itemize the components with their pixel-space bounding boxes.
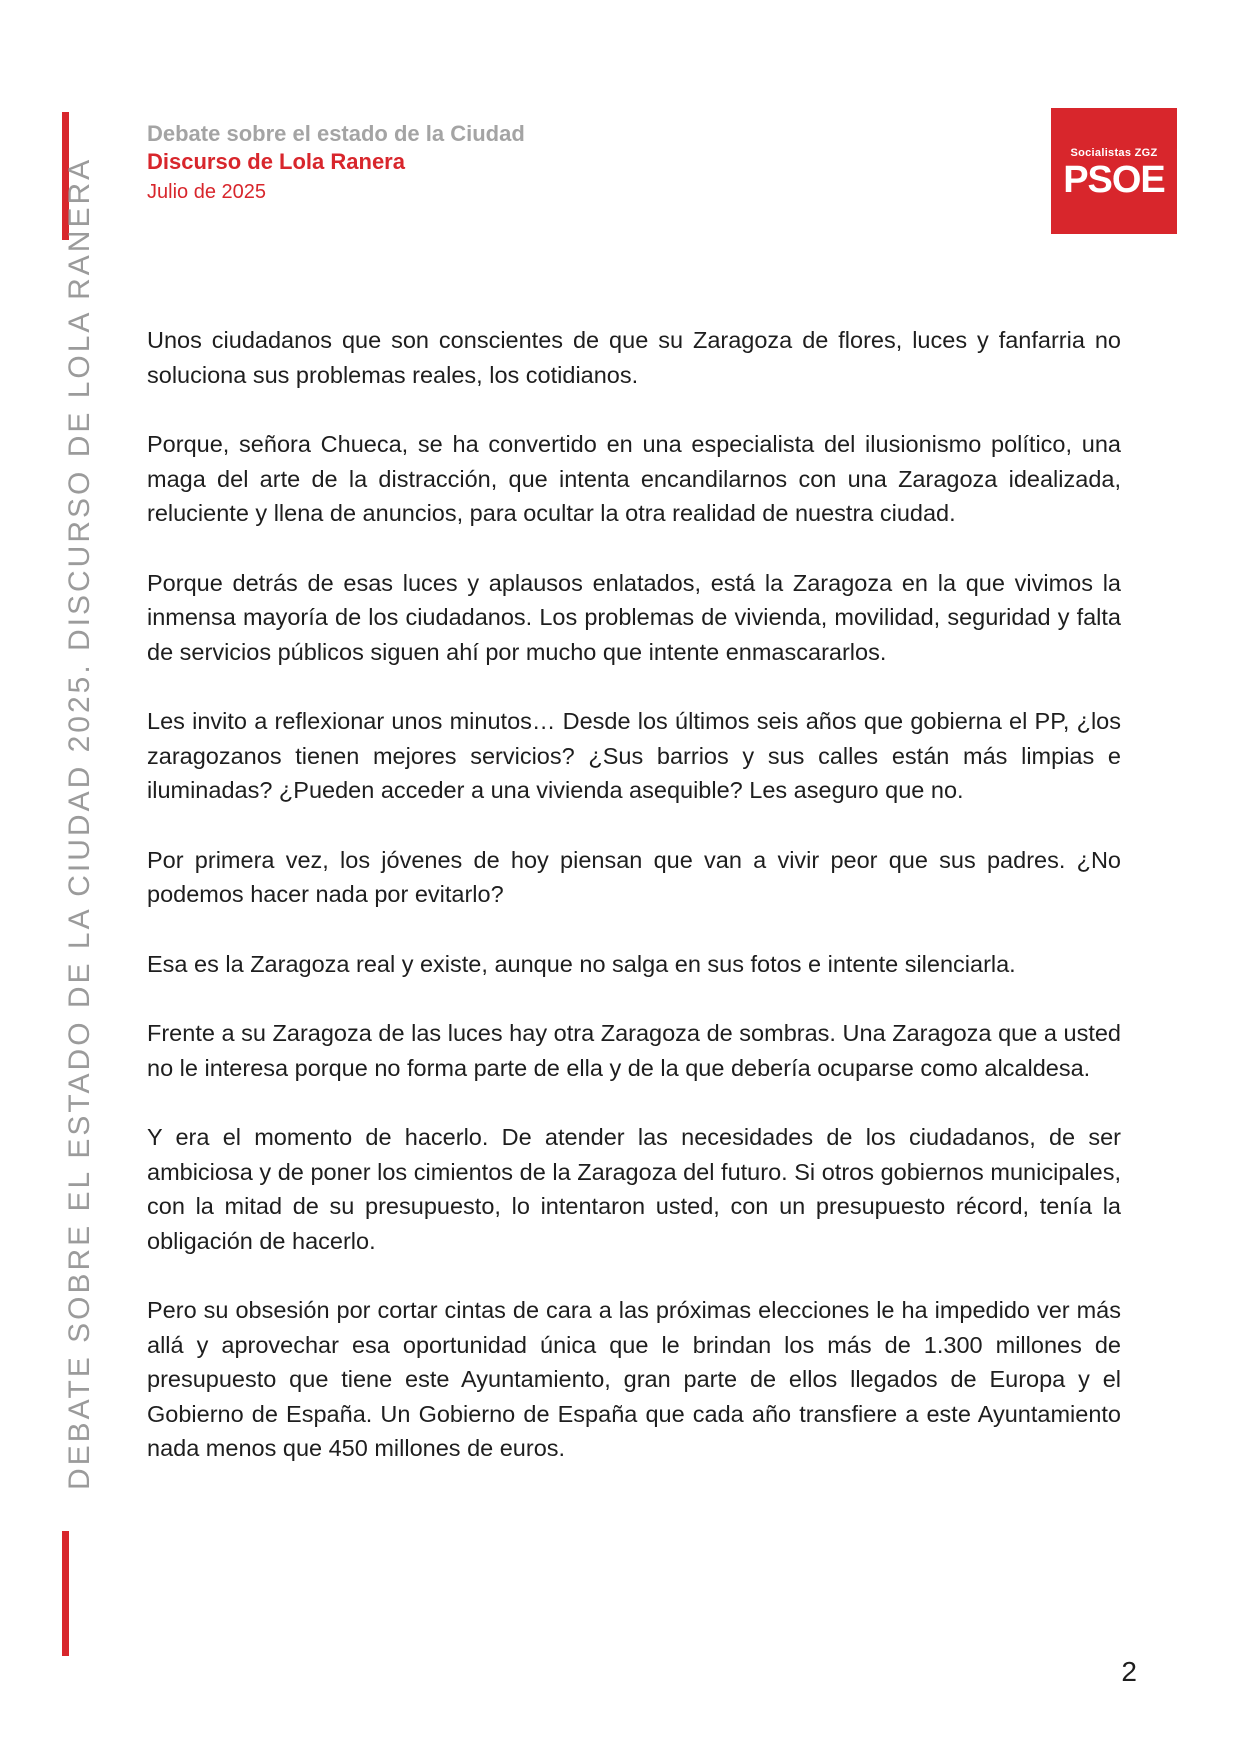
body-text — [147, 323, 1121, 1501]
header-event-title: Debate sobre el estado de la Ciudad — [147, 121, 525, 146]
page-number: 2 — [1121, 1656, 1137, 1687]
sidebar-vertical-title: DEBATE SOBRE EL ESTADO DE LA CIUDAD 2025. DISCURSO DE LOLA RANERA — [63, 156, 96, 1490]
header-speech-title: Discurso de Lola Ranera — [147, 149, 405, 174]
paragraph: Y era el momento de hacerlo. De atender las necesidades de los ciudadanos, de ser ambiciosa y de poner los cimientos de la Zaragoza del futuro. Si otros gobiernos municipales, con la mitad de su presupuesto, lo intentaron usted, con un presupuesto récord, tenía la obligación de hacerlo. — [147, 1124, 1121, 1254]
paragraph: Por primera vez, los jóvenes de hoy piensan que van a vivir peor que sus padres. ¿No podemos hacer nada por evitarlo? — [147, 846, 1121, 907]
logo-main-text: PSOE — [1063, 159, 1165, 201]
sidebar-accent-bar-bottom — [62, 1531, 69, 1656]
paragraph: Frente a su Zaragoza de las luces hay otra Zaragoza de sombras. Una Zaragoza que a usted no le interesa porque no forma parte de ella y de la que debería ocuparse como alcaldesa. — [147, 1020, 1121, 1081]
paragraph: Unos ciudadanos que son conscientes de que su Zaragoza de flores, luces y fanfarria no soluciona sus problemas reales, los cotidianos. — [147, 327, 1121, 388]
paragraph: Porque, señora Chueca, se ha convertido en una especialista del ilusionismo político, una maga del arte de la distracción, que intenta encandilarnos con una Zaragoza idealizada, reluciente y llena de anuncios, para ocultar la otra realidad de nuestra ciudad. — [147, 431, 1121, 526]
document-header — [147, 120, 525, 206]
paragraph: Esa es la Zaragoza real y existe, aunque no salga en sus fotos e intente silenciarla. — [147, 950, 1016, 977]
paragraph: Porque detrás de esas luces y aplausos enlatados, está la Zaragoza en la que vivimos la inmensa mayoría de los ciudadanos. Los problemas de vivienda, movilidad, seguridad y falta de servicios públicos siguen ahí por mucho que intente enmascararlos. — [147, 569, 1121, 665]
header-date: Julio de 2025 — [147, 181, 266, 203]
logo-small-text: Socialistas ZGZ — [1070, 147, 1158, 159]
paragraph: Pero su obsesión por cortar cintas de cara a las próximas elecciones le ha impedido ver más allá y aprovechar esa oportunidad única que le brindan los más de 1.300 millones de presupuesto que tiene este Ayuntamiento, gran parte de ellos llegados de Europa y el Gobierno de España. Un Gobierno de España que cada año transfiere a este Ayuntamiento nada menos que 450 millones de euros. — [147, 1297, 1121, 1461]
psoe-logo — [1051, 108, 1177, 234]
paragraph: Les invito a reflexionar unos minutos… Desde los últimos seis años que gobierna el PP, ¿los zaragozanos tienen mejores servicios? ¿Sus barrios y sus calles están más limpias e iluminadas? ¿Pueden acceder a una vivienda asequible? Les aseguro que no. — [147, 708, 1121, 803]
